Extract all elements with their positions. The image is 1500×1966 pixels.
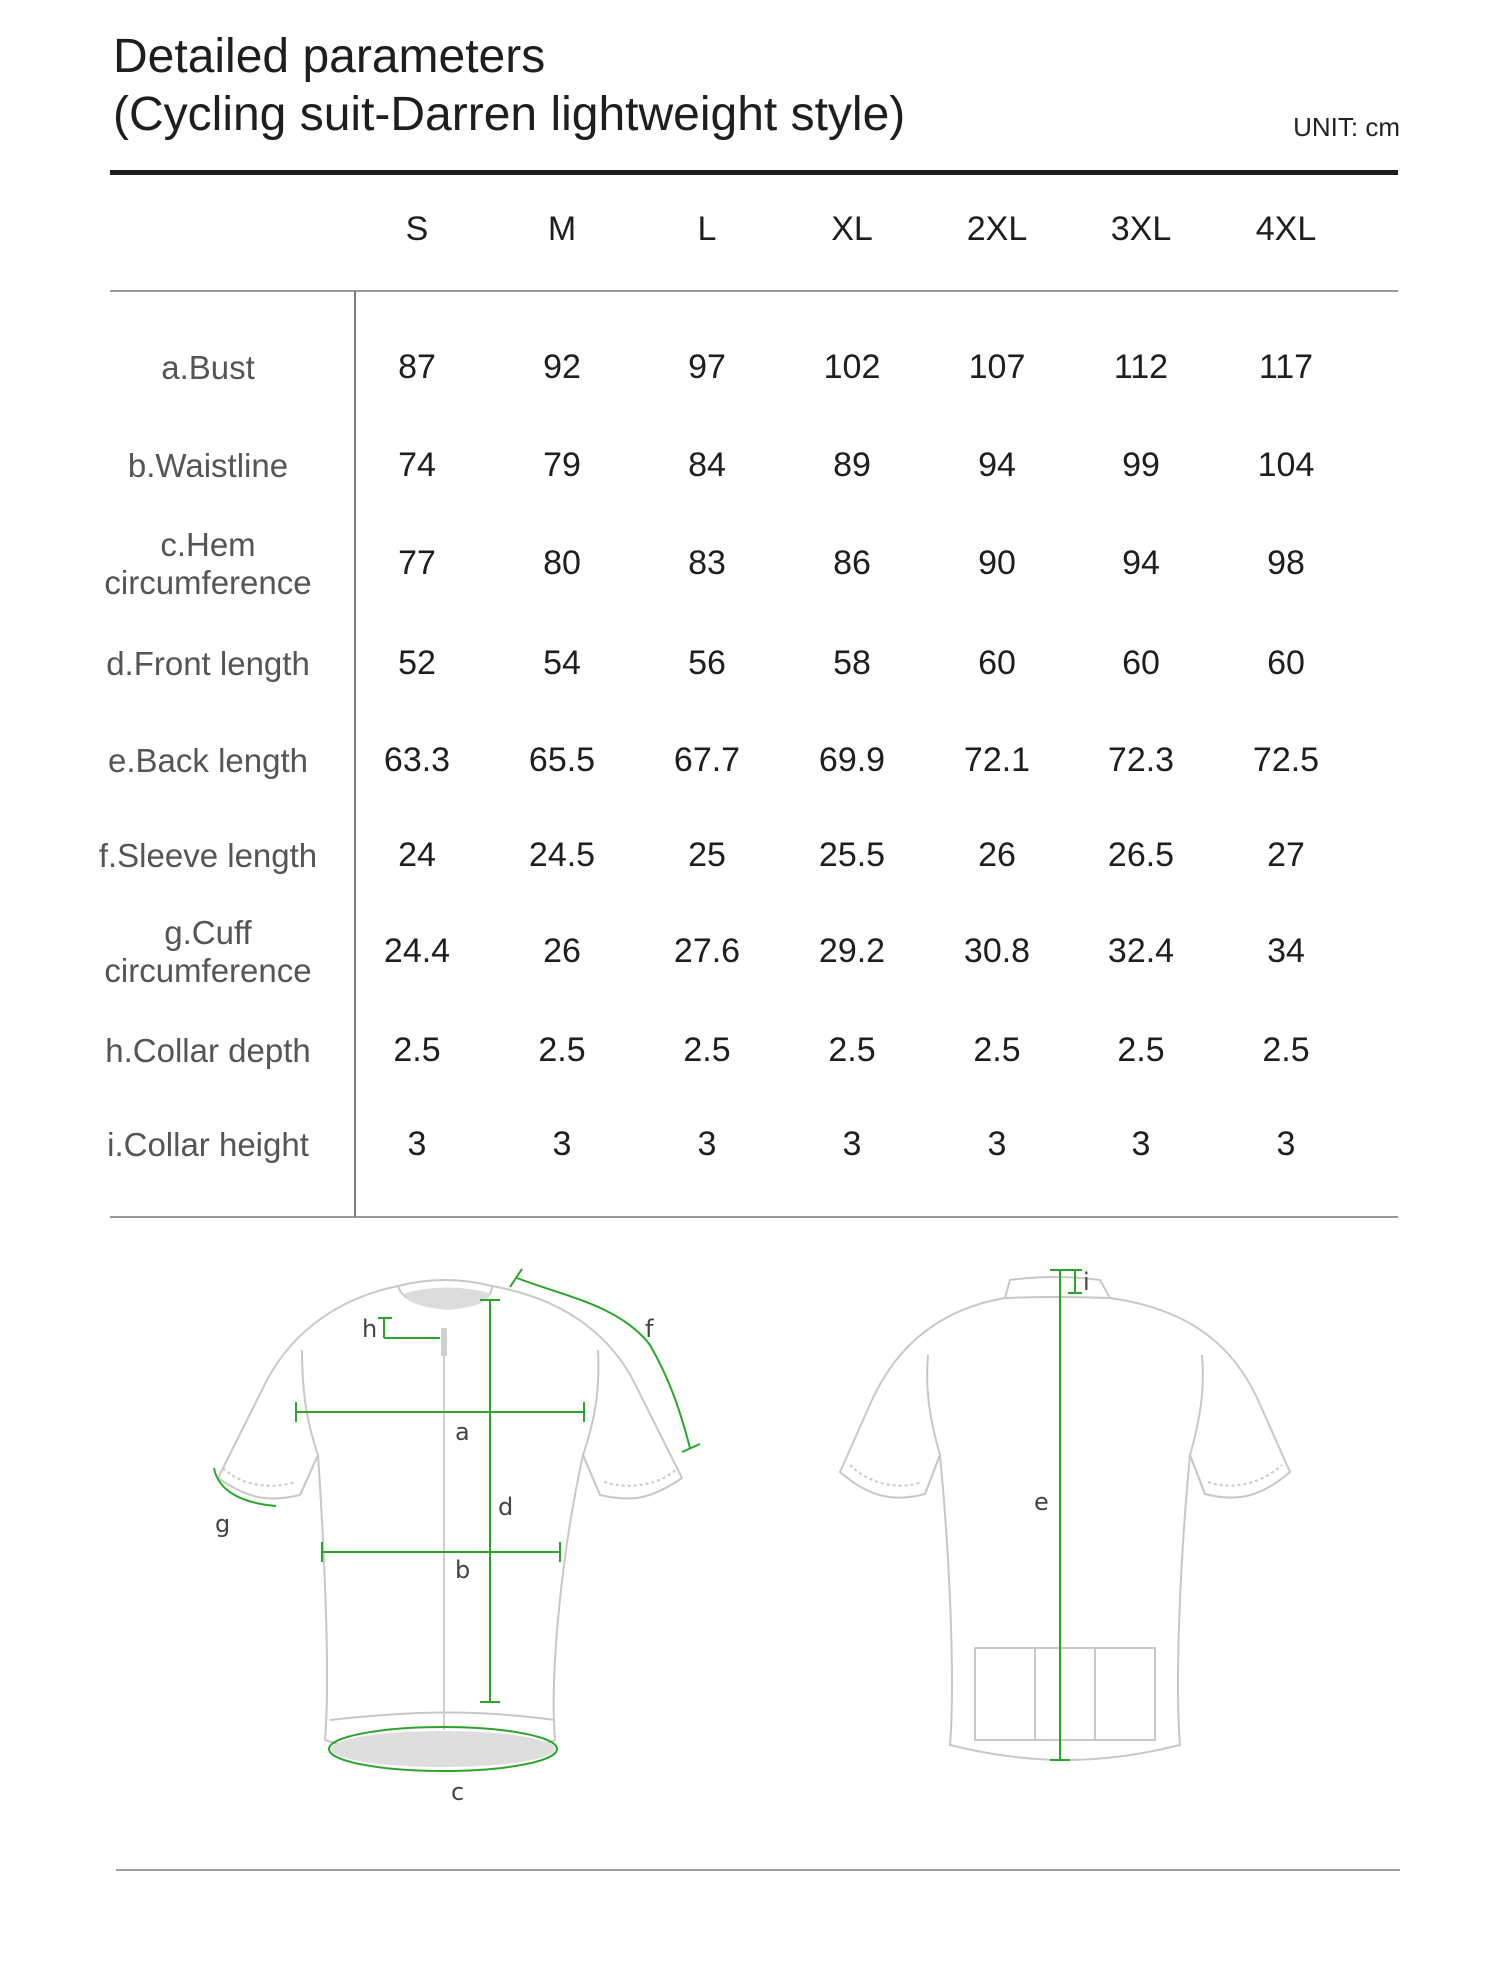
table-cell: 94 [1122,544,1160,582]
table-cell: 56 [688,644,726,682]
diagram-label-e: e [1034,1488,1049,1516]
title-line-2: (Cycling suit-Darren lightweight style) [113,88,906,141]
title-divider [110,170,1398,175]
table-cell: 102 [823,348,881,386]
table-cell: 99 [1122,446,1160,484]
table-cell: 60 [978,644,1016,682]
table-cell: 65.5 [528,741,596,779]
row-label [78,1126,338,1164]
table-cell: 3 [407,1125,427,1163]
table-cell: 117 [1258,348,1314,386]
row-label-line-2: circumference [104,564,312,601]
cuff-line [214,1468,276,1506]
table-cell: 90 [978,544,1016,582]
table-cell: 52 [398,644,436,682]
row-label [78,1032,338,1070]
table-cell: 2.5 [538,1031,586,1069]
table-cell: 26.5 [1107,836,1175,874]
table-cell: 32.4 [1107,932,1175,970]
size-header-cell: L [697,210,717,248]
table-cell: 3 [697,1125,717,1163]
table-cell: 67.7 [673,741,741,779]
page-bottom-divider [116,1869,1400,1871]
page-title [113,28,905,144]
row-label [78,526,338,602]
sleeve-length-line [510,1269,700,1452]
table-cell: 69.9 [818,741,886,779]
table-cell: 92 [543,348,581,386]
title-line-1: Detailed parameters [113,30,546,83]
diagram-label-f: f [645,1315,654,1343]
row-label-line-1: e.Back length [108,742,308,779]
collar-depth-line [378,1318,440,1338]
table-cell: 29.2 [818,932,886,970]
table-cell: 26 [543,932,581,970]
diagram-label-b: b [455,1556,471,1584]
diagram-label-g: g [215,1510,231,1538]
table-cell: 24 [398,836,436,874]
table-cell: 3 [1131,1125,1151,1163]
diagram-label-i: i [1083,1268,1090,1296]
table-cell: 74 [398,446,436,484]
diagram-label-c: c [451,1778,465,1806]
table-cell: 89 [833,446,871,484]
table-cell: 60 [1267,644,1305,682]
table-cell: 3 [1276,1125,1296,1163]
table-cell: 2.5 [1262,1031,1310,1069]
diagram-label-d: d [498,1493,514,1521]
table-cell: 2.5 [393,1031,441,1069]
row-label-line-2: circumference [104,952,312,989]
header-divider [110,290,1398,292]
collar-height-line [1068,1270,1082,1293]
table-cell: 54 [543,644,581,682]
table-cell: 72.5 [1252,741,1320,779]
table-cell: 26 [978,836,1016,874]
waist-line [322,1542,560,1562]
row-label-line-1: b.Waistline [127,447,289,484]
table-cell: 25.5 [818,836,886,874]
row-label [78,914,338,990]
table-cell: 2.5 [828,1031,876,1069]
table-cell: 30.8 [963,932,1031,970]
table-cell: 58 [833,644,871,682]
front-jersey-outline [218,1280,682,1759]
row-label-line-1: h.Collar depth [105,1032,311,1069]
row-label [78,742,338,780]
table-cell: 72.3 [1107,741,1175,779]
table-cell: 63.3 [383,741,451,779]
table-cell: 107 [968,348,1026,386]
table-cell: 27.6 [673,932,741,970]
back-jersey-outline [840,1277,1290,1760]
unit-label: UNIT: cm [1293,112,1400,142]
front-length-line [480,1300,500,1702]
zipper-pull [441,1328,447,1356]
table-cell: 24.5 [528,836,596,874]
row-label-line-1: g.Cuff [164,914,252,951]
table-cell: 104 [1257,446,1315,484]
diagram-label-h: h [362,1315,378,1343]
table-cell: 34 [1267,932,1305,970]
table-cell: 97 [688,348,726,386]
table-cell: 60 [1122,644,1160,682]
row-label-line-1: c.Hem [160,526,256,563]
table-cell: 80 [543,544,581,582]
table-cell: 3 [987,1125,1007,1163]
table-cell: 77 [398,544,436,582]
table-cell: 3 [552,1125,572,1163]
table-cell: 27 [1267,836,1305,874]
table-cell: 94 [978,446,1016,484]
table-cell: 98 [1267,544,1305,582]
row-label-line-1: d.Front length [106,645,310,682]
size-header-cell: XL [831,210,873,248]
row-label [78,645,338,683]
table-cell: 79 [543,446,581,484]
table-cell: 2.5 [683,1031,731,1069]
row-label [78,349,338,387]
table-cell: 25 [688,836,726,874]
size-header-cell: M [547,210,577,248]
row-label [78,837,338,875]
table-cell: 86 [833,544,871,582]
table-cell: 112 [1113,348,1169,386]
jersey-diagram [0,1240,1500,1840]
row-label [78,447,338,485]
back-length-line [1050,1270,1070,1760]
size-header-cell: 4XL [1255,210,1317,248]
row-label-line-1: a.Bust [161,349,255,386]
table-bottom-divider [110,1216,1398,1218]
table-cell: 2.5 [1117,1031,1165,1069]
size-header-cell: S [405,210,429,248]
table-cell: 83 [688,544,726,582]
size-header-cell: 3XL [1110,210,1172,248]
row-label-line-1: i.Collar height [107,1126,309,1163]
row-label-line-1: f.Sleeve length [98,837,318,874]
bust-line [296,1402,584,1422]
table-cell: 87 [398,348,436,386]
table-cell: 24.4 [383,932,451,970]
front-collar-shade [405,1288,490,1311]
table-cell: 3 [842,1125,862,1163]
table-cell: 72.1 [963,741,1031,779]
diagram-label-a: a [455,1418,470,1446]
table-cell: 2.5 [973,1031,1021,1069]
table-cell: 84 [688,446,726,484]
size-header-cell: 2XL [966,210,1028,248]
hem-shade [331,1731,555,1767]
